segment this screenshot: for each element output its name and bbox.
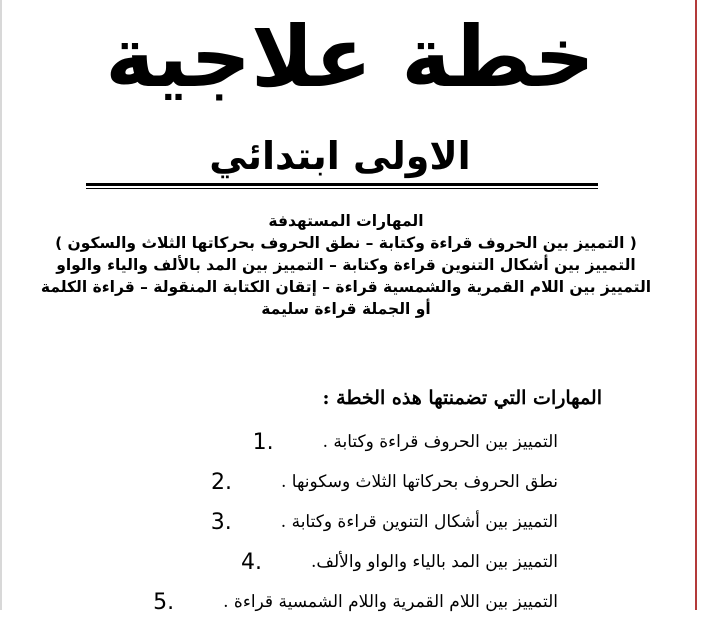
list-item-number: 2.: [210, 469, 232, 495]
title-divider-thick: [86, 183, 598, 186]
targeted-skills-line: ( التمييز بين الحروف قراءة وكتابة – نطق الحروف بحركاتها الثلاث والسكون ): [55, 234, 637, 252]
list-item-text: التمييز بين أشكال التنوين قراءة وكتابة .: [280, 512, 558, 532]
targeted-skills-line: أو الجملة قراءة سليمة: [261, 300, 431, 318]
list-item-number: 5.: [153, 589, 175, 615]
page-border-line: [695, 0, 697, 610]
page-subtitle: الاولى ابتدائي: [209, 134, 471, 178]
list-item-number: 3.: [210, 509, 232, 535]
list-item-text: نطق الحروف بحركاتها الثلاث وسكونها .: [280, 472, 558, 492]
title-divider-thin: [86, 188, 598, 189]
list-item-text: التمييز بين اللام القمرية واللام الشمسية قراءة .: [223, 592, 558, 612]
list-item: [60, 422, 580, 462]
plan-skills-list: [60, 422, 580, 622]
page-title: خطة علاجية: [105, 8, 595, 106]
list-item: [60, 582, 580, 622]
list-item-text: التمييز بين الحروف قراءة وكتابة .: [322, 432, 558, 452]
list-item: [60, 542, 580, 582]
list-item-number: 4.: [240, 549, 262, 575]
targeted-skills-heading: المهارات المستهدفة: [268, 212, 424, 230]
targeted-skills-line: التمييز بين اللام القمرية والشمسية قراءة – إتقان الكتابة المنقولة – قراءة الكلمة: [40, 278, 652, 296]
list-item: [60, 502, 580, 542]
targeted-skills-line: التمييز بين أشكال التنوين قراءة وكتابة – التمييز بين المد بالألف والياء والواو: [56, 256, 636, 274]
plan-skills-heading-text: المهارات التي تضمنتها هذه الخطة :: [322, 387, 602, 409]
targeted-skills-block: [20, 210, 672, 320]
list-item-number: 1.: [252, 429, 274, 455]
list-item: [60, 462, 580, 502]
plan-skills-heading: [60, 384, 672, 412]
list-item-text: التمييز بين المد بالياء والواو والألف.: [310, 552, 558, 572]
